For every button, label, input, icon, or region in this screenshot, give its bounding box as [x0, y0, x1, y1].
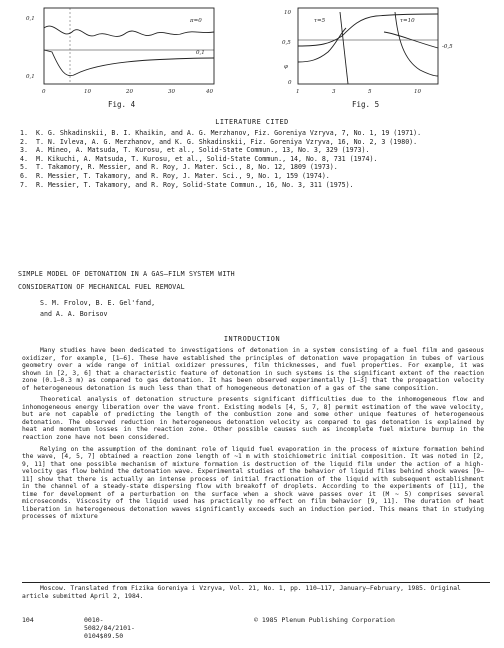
footnote: Moscow. Translated from Fizika Goreniya i Vzryva, Vol. 21, No. 1, pp. 110–117, January–February, 1985. Original article submitted April 2, 1984.: [22, 585, 461, 600]
reference-text: M. Kikuchi, A. Matsuda, T. Kurosu, et al., Solid-State Commun., 14, No. 8, 731 (1974).: [36, 154, 378, 163]
reference-item: [20, 155, 490, 164]
section-heading-introduction: INTRODUCTION: [223, 335, 281, 343]
fig4-caption: Fig. 4: [108, 100, 136, 109]
fig5-label-tau5: τ=5: [314, 18, 326, 24]
reference-text: A. Mineo, A. Matsuda, T. Kurosu, et al., Solid-State Commun., 13, No. 3, 329 (1973).: [36, 146, 370, 155]
fig5-label-neg05: -0,5: [442, 44, 453, 50]
fig5-y-tick-1: 0,5: [282, 40, 291, 46]
reference-number: 1.: [20, 129, 28, 137]
figure-graphics: [0, 0, 504, 112]
reference-number: 4.: [20, 154, 28, 163]
fig5-x-tick-3: 10: [414, 89, 421, 95]
reference-number: 3.: [20, 146, 28, 155]
fig4-x-tick-1: 10: [84, 89, 91, 95]
body-paragraph: Relying on the assumption of the dominant role of liquid fuel evaporation in the process of mixture formation behind the wave, [4, 5, 7] obtained a reaction zone length of ~1 m with stoichiometric initial composition. It was noted in [2, 9, 11] that one possible mechanism of mixture formation is destruction of the liquid film under the action of a high-velocity gas flow behind the detonation wave. Experimental studies of the behavior of liquid films behind shock waves [9–11] show that there is actually an intense process of initial fractionation of the liquid with subsequent establishment in the channel of a steady-state dispersing flow with breakoff of droplets. According to the experiments of [11], the time for development of a perturbation on the surface when a shock wave passes over it (M ~ 5) comprises several microseconds. Viscosity of the liquid used has practically no effect on film behavior [9, 11]. The duration of heat liberation in heterogeneous detonation waves significantly exceeds such an induction period. This means that in studying processes of mixture: [22, 445, 484, 521]
fig5-x-tick-2: 5: [368, 89, 372, 95]
reference-text: T. N. Ivleva, A. G. Merzhanov, and K. G. Shkadinskii, Fiz. Goreniya Vzryva, 16, No. 2, 3 (1980).: [36, 137, 418, 146]
fig5-label-tau10: τ=10: [400, 18, 415, 24]
fig5-x-tick-0: 1: [296, 89, 300, 95]
fig4-y-tick-bottom: 0,1: [26, 74, 35, 80]
authors-line-2: and A. A. Borisov: [40, 310, 108, 318]
reference-text: R. Messier, T. Takamory, and R. Roy, J. Mater. Sci., 9, No. 1, 159 (1974).: [36, 171, 330, 180]
article-code: 0010-5082/84/2101-0104$09.50: [84, 616, 135, 640]
footnote-divider: [22, 582, 490, 583]
fig4-x-tick-4: 40: [206, 89, 213, 95]
figures-area: [0, 0, 504, 112]
fig5-y-tick-0: 10: [284, 10, 291, 16]
literature-cited-heading: LITERATURE CITED: [215, 118, 289, 126]
fig5-caption: Fig. 5: [352, 100, 380, 109]
article-title-line-1: SIMPLE MODEL OF DETONATION IN A GAS–FILM SYSTEM WITH: [18, 270, 235, 278]
reference-text: T. Takamory, R. Messier, and R. Roy, J. Mater. Sci., 8, No. 12, 1809 (1973).: [36, 163, 338, 172]
reference-number: 7.: [20, 180, 28, 189]
fig4-y-tick-top: 0,1: [26, 16, 35, 22]
reference-item: [20, 172, 490, 181]
page-number: 104: [22, 616, 34, 624]
reference-number: 5.: [20, 163, 28, 172]
fig4-x-tick-0: 0: [42, 89, 46, 95]
fig4-label-pi: π=0: [190, 18, 202, 24]
reference-list: [20, 129, 490, 189]
fig5-label-phi: φ: [284, 64, 288, 70]
reference-item: [20, 129, 490, 138]
fig5-plot: [282, 8, 453, 95]
reference-item: [20, 146, 490, 155]
fig4-x-tick-3: 30: [168, 89, 175, 95]
reference-text: K. G. Shkadinskii, B. I. Khaikin, and A. G. Merzhanov, Fiz. Goreniya Vzryva, 7, No. 1, 19 (1971).: [36, 129, 422, 137]
fig4-x-tick-2: 20: [126, 89, 133, 95]
reference-text: R. Messier, T. Takamory, and R. Roy, Solid-State Commun., 16, No. 3, 311 (1975).: [36, 180, 354, 189]
article-body: [22, 347, 484, 525]
article-title: [18, 268, 488, 294]
reference-number: 2.: [20, 137, 28, 146]
reference-item: [20, 181, 490, 190]
fig5-x-tick-1: 3: [332, 89, 336, 95]
fig4-label-01: 0,1: [196, 50, 205, 56]
fig5-y-tick-2: 0: [288, 80, 292, 86]
reference-item: [20, 163, 490, 172]
body-paragraph: Theoretical analysis of detonation structure presents significant difficulties due to the inhomogeneous flow and inhomogeneous energy liberation over the wave front. Existing models [4, 5, 7, 8] permit estimation of the wave velocity, but are not capable of predicting the length of the combustion zone and some other unique features of heterogeneous detonation. The observed reduction in heterogeneous detonation velocity as compared to gas detonation is explained by heat and momentum losses in the reaction zone. Other possible causes such as incomplete fuel mixture burnup in the reaction zone have not been considered.: [22, 396, 484, 442]
copyright-notice: © 1985 Plenum Publishing Corporation: [254, 616, 395, 624]
authors-line-1: S. M. Frolov, B. E. Gel'fand,: [40, 299, 156, 307]
article-authors: [40, 298, 155, 320]
fig4-plot: [26, 8, 214, 95]
reference-number: 6.: [20, 171, 28, 180]
body-paragraph: Many studies have been dedicated to investigations of detonation in a system consisting of a fuel film and gaseous oxidizer, for example, [1–6]. These have established the principles of detonation wave propagation in tubes of various geometry over a wide range of initial oxidizer pressures, film thicknesses, and fuel properties. For example, it was shown in [2, 3, 6] that a characteristic feature of detonation in such systems is the significant extent of the reaction zone (0.1–0.3 m) as compared to gas detonation. It has been observed experimentally [1–3] that the propagation velocity of heterogeneous detonation is much less than that of homogeneous detonation of a gas of the same composition.: [22, 347, 484, 392]
reference-item: [20, 138, 490, 147]
article-title-line-2: CONSIDERATION OF MECHANICAL FUEL REMOVAL: [18, 283, 185, 291]
